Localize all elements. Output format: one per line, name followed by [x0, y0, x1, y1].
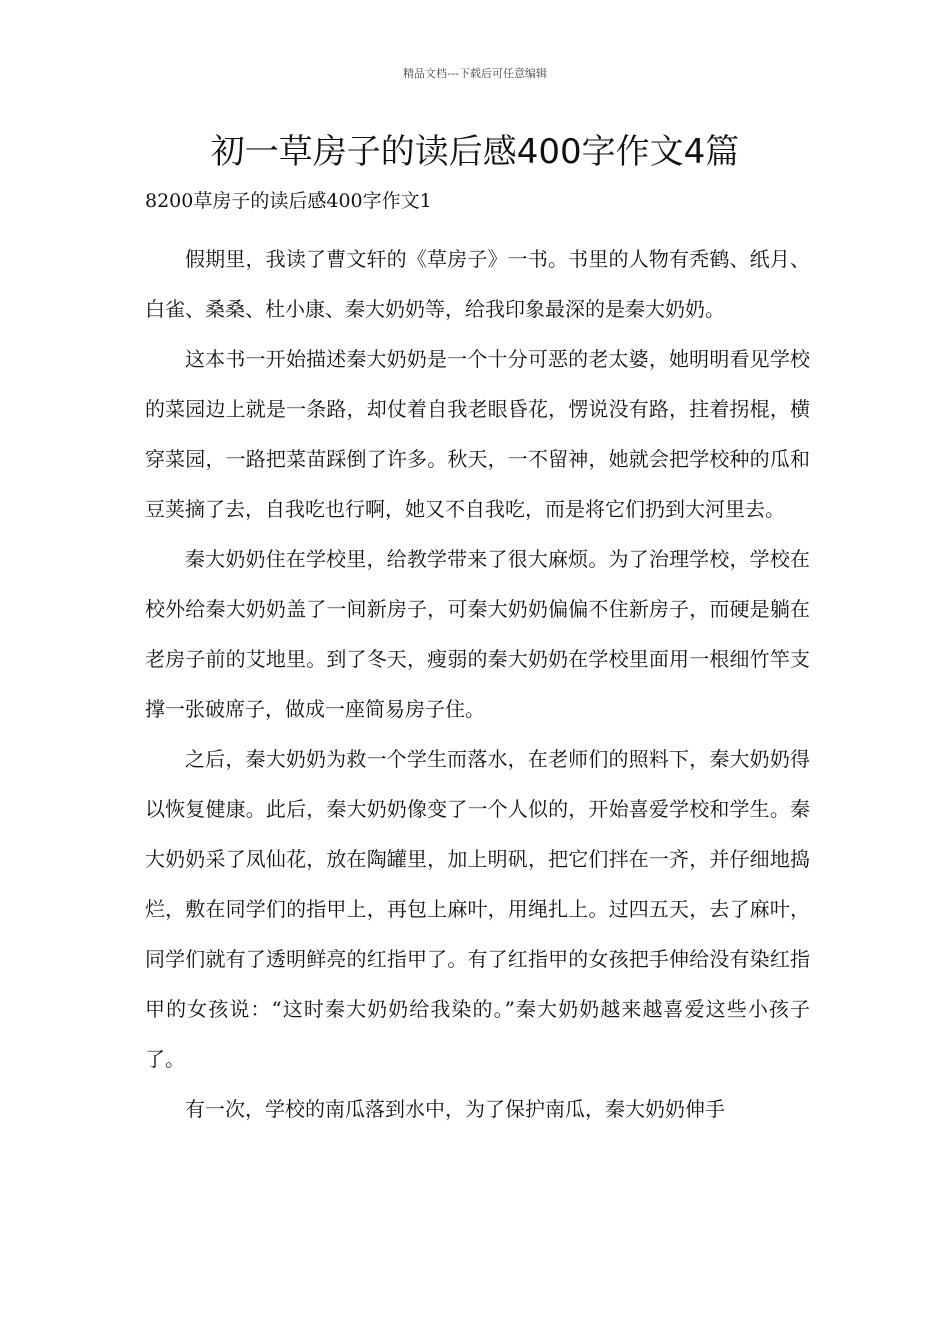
paragraph: 有一次，学校的南瓜落到水中，为了保护南瓜，秦大奶奶伸手 — [185, 1097, 725, 1121]
document-body — [145, 234, 810, 1134]
paragraph: 这本书一开始描述秦大奶奶是一个十分可恶的老太婆，她明明看见学校的菜园边上就是一条路，却仗着自我老眼昏花，愣说没有路，拄着拐棍，横穿菜园，一路把菜苗踩倒了许多。秋天，一不留神，她就会把学校种的瓜和豆荚摘了去，自我吃也行啊，她又不自我吃，而是将它们扔到大河里去。 — [145, 347, 810, 521]
paragraph: 之后，秦大奶奶为救一个学生而落水，在老师们的照料下，秦大奶奶得以恢复健康。此后，秦大奶奶像变了一个人似的，开始喜爱学校和学生。秦大奶奶采了凤仙花，放在陶罐里，加上明矾，把它们拌在一齐，并仔细地捣烂，敷在同学们的指甲上，再包上麻叶，用绳扎上。过四五天，去了麻叶，同学们就有了透明鲜亮的红指甲了。有了红指甲的女孩把手伸给没有染红指甲的女孩说：“这时秦大奶奶给我染的。”秦大奶奶越来越喜爱这些小孩子了。 — [145, 747, 810, 1071]
paragraph: 假期里，我读了曹文轩的《草房子》一书。书里的人物有秃鹤、纸月、白雀、桑桑、杜小康、秦大奶奶等，给我印象最深的是秦大奶奶。 — [145, 247, 810, 321]
document-title: 初一草房子的读后感400字作文4篇 — [210, 132, 740, 172]
page-header: 精品文档---下载后可任意编辑 — [403, 67, 547, 80]
paragraph: 秦大奶奶住在学校里，给教学带来了很大麻烦。为了治理学校，学校在校外给秦大奶奶盖了一间新房子，可秦大奶奶偏偏不住新房子，而硬是躺在老房子前的艾地里。到了冬天，瘦弱的秦大奶奶在学校里面用一根细竹竿支撑一张破席子，做成一座简易房子住。 — [145, 547, 810, 721]
section-subtitle: 8200草房子的读后感400字作文1 — [145, 190, 432, 212]
